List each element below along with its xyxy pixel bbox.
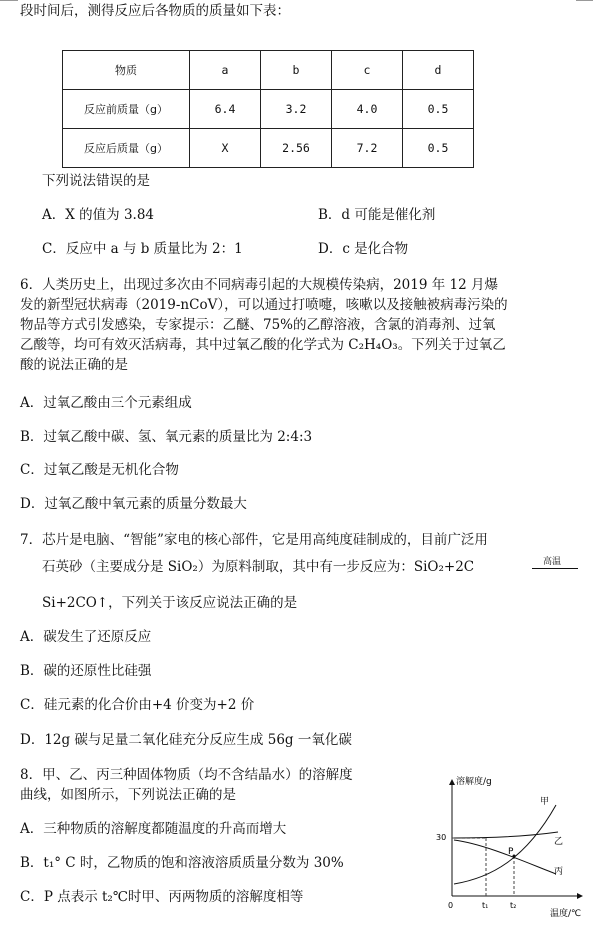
q5-option-a: A．X 的值为 3.84	[42, 207, 155, 223]
curve-jia	[454, 805, 556, 884]
q6-line-5: 酸的说法正确的是	[20, 357, 128, 373]
q6-option-a: A．过氧乙酸由三个元素组成	[20, 395, 192, 411]
table-cell: 7.2	[332, 129, 403, 168]
table-cell: 2.56	[261, 129, 332, 168]
q8-option-c: C．P 点表示 t₂℃时甲、丙两物质的溶解度相等	[20, 889, 304, 905]
x-tick-label: t₂	[510, 901, 517, 910]
table-cell: 4.0	[332, 90, 403, 129]
table-row	[63, 90, 474, 129]
table-cell: 3.2	[261, 90, 332, 129]
table-header-row	[63, 51, 474, 90]
reaction-condition: 高温	[543, 557, 562, 567]
q6-option-b: B．过氧乙酸中碳、氢、氧元素的质量比为 2:4:3	[20, 429, 313, 445]
q7-option-a: A．碳发生了还原反应	[20, 629, 152, 645]
q7-line-3: Si+2CO↑，下列关于该反应说法正确的是	[42, 595, 298, 611]
mass-table	[62, 50, 474, 168]
q8-line-2: 曲线，如图所示，下列说法正确的是	[20, 787, 236, 803]
table-header: 物质	[63, 51, 190, 90]
table-cell: X	[190, 129, 261, 168]
table-header: b	[261, 51, 332, 90]
intro-text: 段时间后，测得反应后各物质的质量如下表：	[20, 3, 290, 19]
q7-option-b: B．碳的还原性比硅强	[20, 663, 152, 679]
q5-prompt: 下列说法错误的是	[42, 173, 150, 189]
q6-line-3: 物品等方式引发感染，专家提示：乙醚、75%的乙醇溶液，含氯的消毒剂、过氧	[20, 317, 496, 333]
curve-bing	[454, 840, 556, 874]
table-row	[63, 129, 474, 168]
q7-option-d: D．12g 碳与足量二氧化硅充分反应生成 56g 一氧化碳	[20, 732, 352, 748]
q8-option-a: A．三种物质的溶解度都随温度的升高而增大	[20, 821, 287, 837]
x-axis-label: 温度/℃	[550, 909, 582, 919]
x-tick-label: 0	[448, 901, 454, 910]
q6-option-c: C．过氧乙酸是无机化合物	[20, 462, 179, 478]
q6-line-2: 发的新型冠状病毒（2019-nCoV），可以通过打喷嚏，咳嗽以及接触被病毒污染的	[20, 297, 508, 313]
q6-line-4: 乙酸等，均可有效灭活病毒，其中过氧乙酸的化学式为 C₂H₄O₃。下列关于过氧乙	[20, 337, 506, 353]
q8-line-1: 8．甲、乙、丙三种固体物质（均不含结晶水）的溶解度	[20, 767, 353, 783]
solubility-chart	[430, 770, 592, 920]
table-cell: 0.5	[403, 90, 474, 129]
series-label-bing: 丙	[554, 867, 564, 877]
q6-option-d: D．过氧乙酸中氧元素的质量分数最大	[20, 496, 247, 512]
q7-line-2: 石英砂（主要成分是 SiO₂）为原料制取，其中有一步反应为：SiO₂+2C	[42, 559, 475, 575]
table-cell: 反应后质量（g）	[63, 129, 190, 168]
x-tick-label: t₁	[482, 901, 489, 910]
q8-option-b: B．t₁° C 时，乙物质的饱和溶液溶质质量分数为 30%	[20, 855, 344, 871]
q5-option-b: B．d 可能是催化剂	[318, 207, 436, 223]
q6-line-1: 6．人类历史上，出现过多次由不同病毒引起的大规模传染病，2019 年 12 月爆	[20, 277, 498, 293]
table-header: a	[190, 51, 261, 90]
q7-line-1: 7．芯片是电脑、“智能”家电的核心部件，它是用高纯度硅制成的，目前广泛用	[20, 532, 488, 548]
y-axis-label: 溶解度/g	[456, 777, 492, 787]
q7-option-c: C．硅元素的化合价由+4 价变为+2 价	[20, 697, 255, 713]
table-header: c	[332, 51, 403, 90]
top-rule-right	[576, 0, 593, 1]
table-header: d	[403, 51, 474, 90]
table-cell: 0.5	[403, 129, 474, 168]
y-tick-label: 30	[436, 833, 447, 842]
q5-option-d: D．c 是化合物	[318, 241, 409, 257]
top-rule-left	[0, 0, 18, 1]
reaction-arrow	[532, 568, 578, 569]
series-label-jia: 甲	[540, 797, 550, 807]
q5-option-c: C．反应中 a 与 b 质量比为 2：1	[42, 241, 243, 257]
series-label-yi: 乙	[554, 837, 564, 847]
table-cell: 反应前质量（g）	[63, 90, 190, 129]
point-p-label: P	[508, 847, 514, 857]
curve-yi	[454, 832, 558, 838]
table-cell: 6.4	[190, 90, 261, 129]
